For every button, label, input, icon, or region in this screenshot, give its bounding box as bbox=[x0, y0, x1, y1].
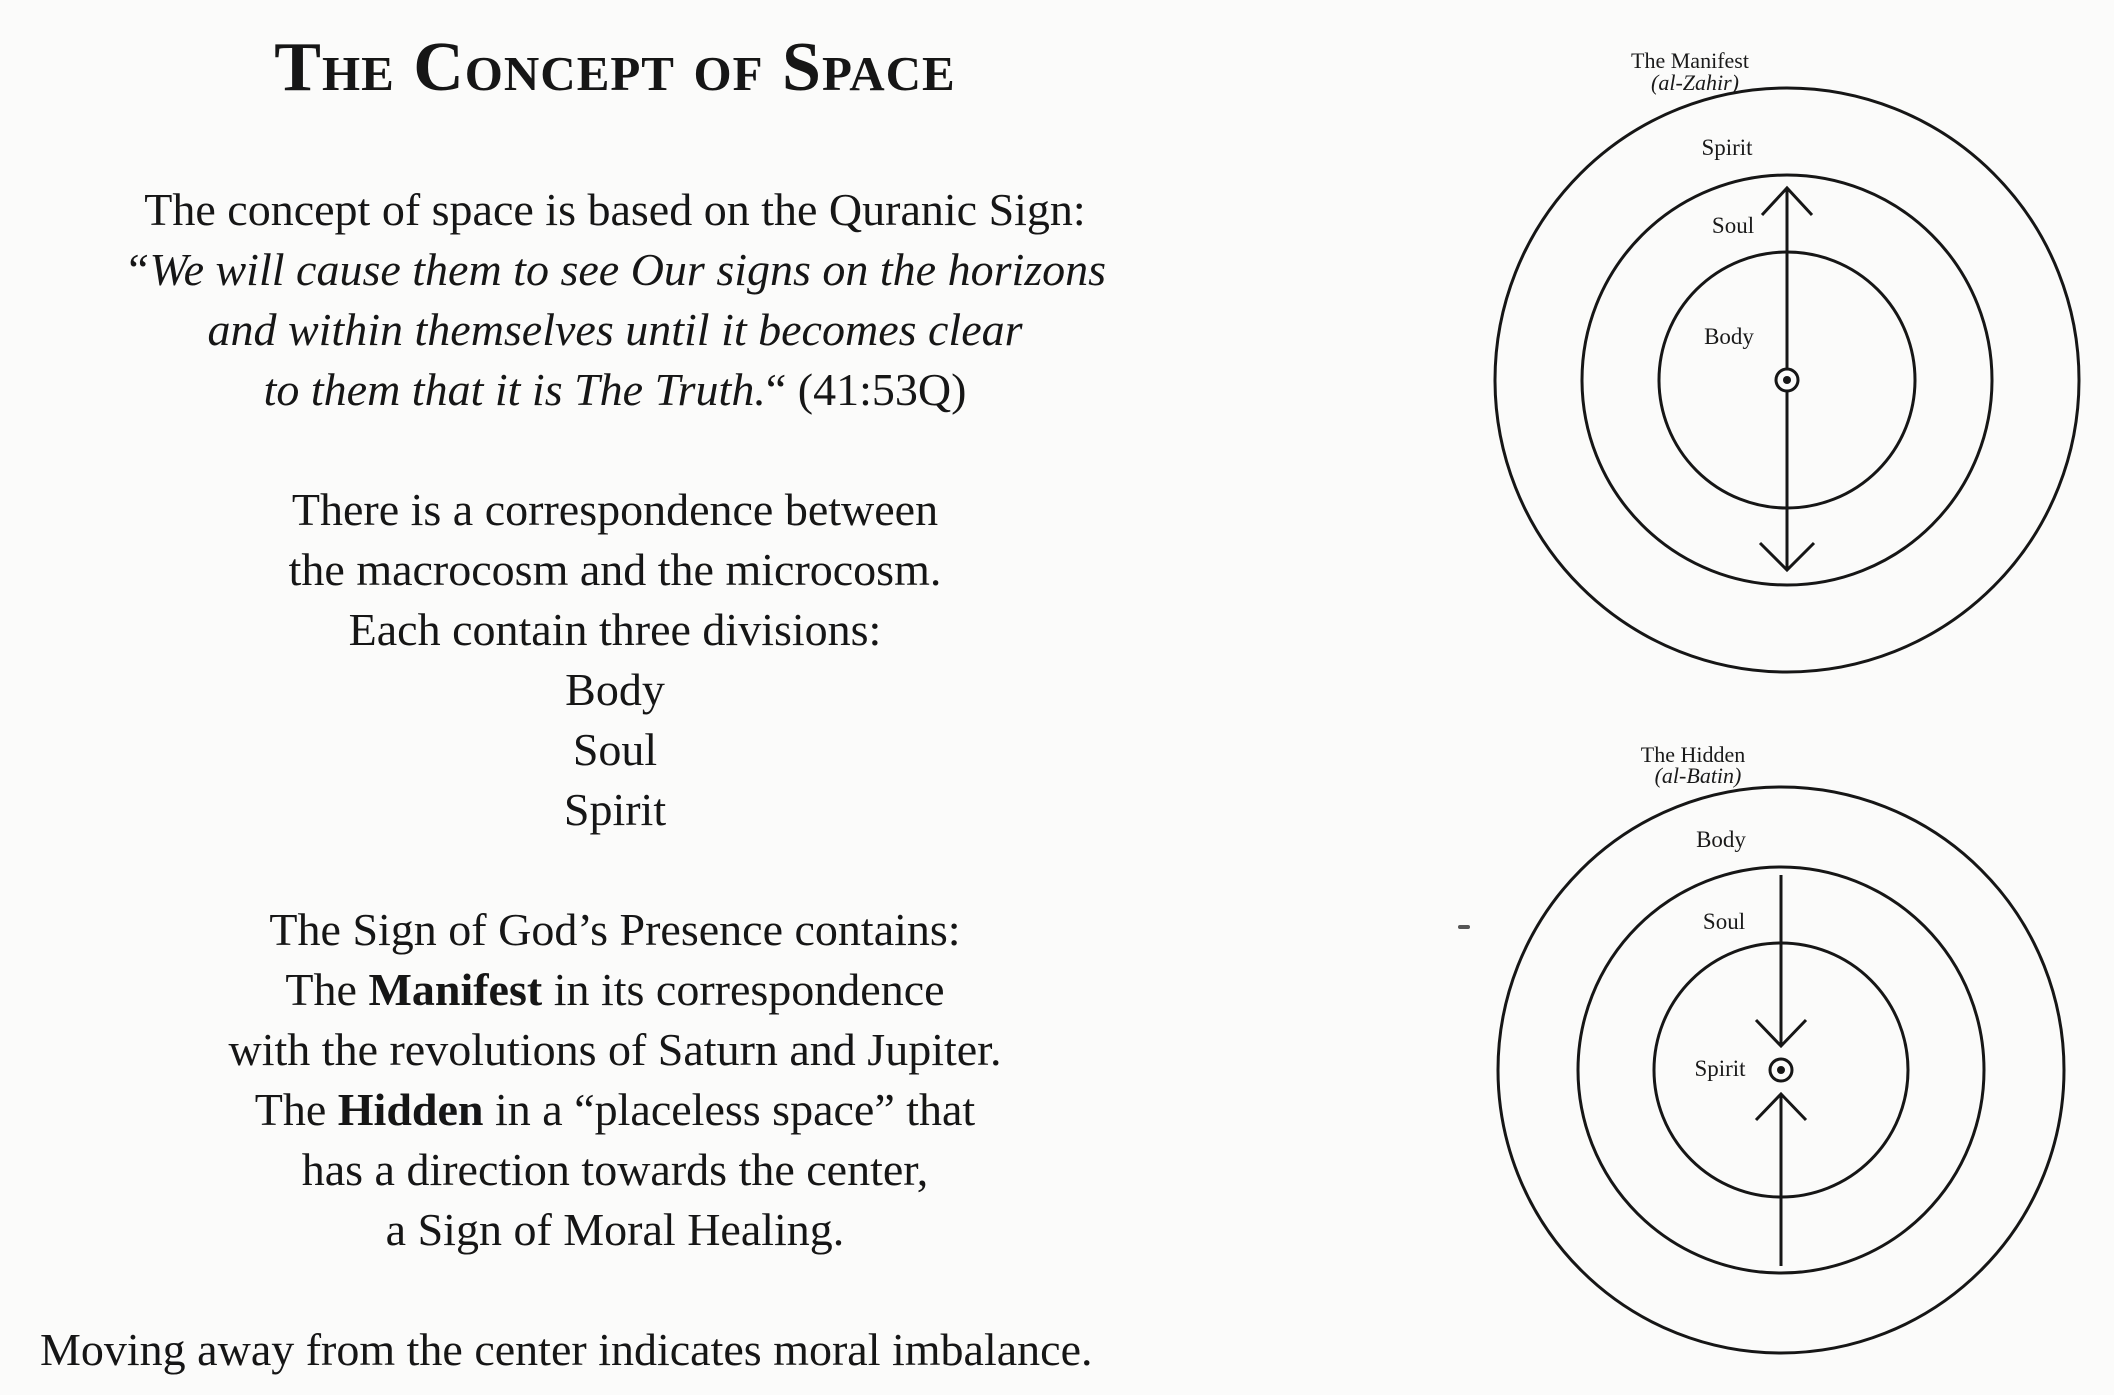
manifest-diagram bbox=[1440, 40, 2114, 680]
hidden-center-dot-icon bbox=[1777, 1066, 1785, 1074]
sign-line-2-pre: The bbox=[285, 964, 369, 1015]
intro-line: The concept of space is based on the Quranic Sign: bbox=[144, 184, 1086, 235]
sign-line-4-pre: The bbox=[254, 1084, 338, 1135]
hidden-inner-label: Spirit bbox=[1694, 1056, 1746, 1081]
manifest-diagram-svg bbox=[1440, 40, 2100, 680]
division-spirit: Spirit bbox=[563, 784, 667, 835]
division-soul: Soul bbox=[572, 724, 658, 775]
quote-line-2: and within themselves until it becomes clear bbox=[207, 304, 1023, 355]
sign-line-5: has a direction towards the center, bbox=[301, 1144, 929, 1195]
hidden-outer-label: Body bbox=[1696, 827, 1746, 852]
hidden-title: The Hidden bbox=[1640, 742, 1746, 767]
quote-citation: “ (41:53Q) bbox=[765, 364, 967, 415]
quote-line-3 bbox=[0, 360, 1230, 420]
intro-paragraph bbox=[0, 180, 1230, 420]
hidden-diagram-svg bbox=[1440, 733, 2100, 1373]
sign-line-4-post: in a “placeless space” that bbox=[483, 1084, 976, 1135]
division-body: Body bbox=[565, 664, 665, 715]
hidden-subtitle: (al-Batin) bbox=[1654, 763, 1742, 788]
quote-line-1: “We will cause them to see Our signs on the horizons bbox=[123, 244, 1107, 295]
manifest-title: The Manifest bbox=[1631, 48, 1749, 73]
manifest-middle-label: Soul bbox=[1711, 213, 1755, 238]
hidden-diagram bbox=[1440, 733, 2114, 1373]
manifest-center-dot-icon bbox=[1783, 376, 1791, 384]
hidden-term: Hidden bbox=[337, 1084, 484, 1135]
correspondence-paragraph bbox=[0, 480, 1230, 840]
manifest-outer-label: Spirit bbox=[1701, 135, 1753, 160]
quote-line-3-text: to them that it is The Truth. bbox=[263, 364, 766, 415]
correspondence-line-3: Each contain three divisions: bbox=[348, 604, 882, 655]
sign-line-1: The Sign of God’s Presence contains: bbox=[269, 904, 961, 955]
manifest-subtitle: (al-Zahir) bbox=[1651, 70, 1739, 95]
sign-line-6: a Sign of Moral Healing. bbox=[385, 1204, 845, 1255]
sign-line-4 bbox=[0, 1080, 1230, 1140]
correspondence-line-1: There is a correspondence between bbox=[291, 484, 939, 535]
hidden-middle-label: Soul bbox=[1702, 909, 1746, 934]
sign-line-2-post: in its correspondence bbox=[542, 964, 945, 1015]
sign-line-2 bbox=[0, 960, 1230, 1020]
page-title: The Concept of Space bbox=[274, 29, 956, 106]
manifest-inner-label: Body bbox=[1704, 324, 1754, 349]
sign-line-3: with the revolutions of Saturn and Jupiter. bbox=[228, 1024, 1002, 1075]
footer-note: Moving away from the center indicates moral imbalance. bbox=[40, 1324, 1093, 1375]
manifest-term: Manifest bbox=[368, 964, 543, 1015]
sign-paragraph bbox=[0, 900, 1230, 1260]
correspondence-line-2: the macrocosm and the microcosm. bbox=[288, 544, 942, 595]
